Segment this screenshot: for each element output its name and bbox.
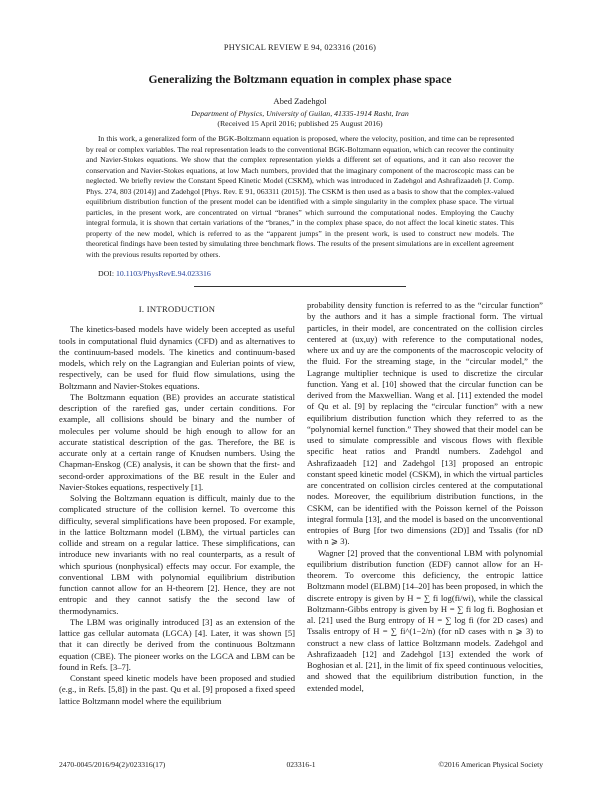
paper-title: Generalizing the Boltzmann equation in complex phase space [148, 73, 452, 86]
running-head: PHYSICAL REVIEW E 94, 023316 (2016) [223, 43, 377, 52]
author-name: Abed Zadehgol [273, 96, 327, 106]
paragraph: The Boltzmann equation (BE) provides an accurate statistical description of the rarefied gas, under certain conditions. For example, all collisions should be binary and the number of molecules per volume should be high enough to allow for an accurate statistical description of the gas. Therefore, the BE is accurate only at a certain range of Knudsen numbers. Using the Chapman-Enskog (CE) analysis, it can be shown that the first- and second-order approximations of the BE result in the Euler and Navier-Stokes equations, respectively [1]. [59, 391, 295, 492]
footer-issn: 2470-0045/2016/94(2)/023316(17) [59, 760, 166, 769]
copyright: ©2016 American Physical Society [438, 760, 543, 769]
paragraph: The kinetics-based models have widely been accepted as useful tools in computational fluid dynamics (CFD) and as alternatives to the continuum-based models. The kinetics and continuum-based models, which rely on the Lagrangian and Eulerian points of view, respectively, can be used for fluid flow simulations, using the Boltzmann and Navier-Stokes equations. [59, 324, 295, 391]
section-divider [194, 286, 406, 287]
abstract: In this work, a generalized form of the BGK-Boltzmann equation is proposed, where the velocity, position, and time can be represented by real or complex variables. The real representation leads to the conventional BGK-Boltzmann equation, which can recover the continuity and Navier-Stokes equations. We show that the complex representation yields a different set of equations, and it can also recover the conservation and Navier-Stokes equations, at low Mach numbers, provided that the imaginary component of the macroscopic mass can be neglected. We briefly review the Constant Speed Kinetic Model (CSKM), which was introduced in Zadehgol and Ashrafizaadeh [J. Comp. Phys. 274, 803 (2014)] and Zadehgol [Phys. Rev. E 91, 063311 (2015)]. The CSKM is then used as a basis to show that the complex-valued equilibrium distribution function of the present model can be identified with a simple singularity in the complex phase space. The virtual particles, in the present work, are concentrated on virtual “branes” which surround the computational nodes. Employing the Cauchy integral formula, it is shown that certain variations of the “branes,” in the complex phase space, do not affect the local kinetic states. This property of the new model, which is referred to as the “apparent jumps” in the present work, is used to construct new models. The theoretical findings have been tested by simulating three benchmark flows. The results of the present simulations are in excellent agreement with the previous results reported by others. [86, 134, 514, 259]
doi-link[interactable]: 10.1103/PhysRevE.94.023316 [115, 269, 211, 278]
received-dates: (Received 15 April 2016; published 25 August 2016) [217, 119, 383, 128]
paragraph: Constant speed kinetic models have been proposed and studied (e.g., in Refs. [5,8]) in the past. Qu et al. [9] proposed a fixed speed lattice Boltzmann model where the equilibrium [59, 673, 295, 706]
doi-line [98, 269, 211, 278]
paragraph: The LBM was originally introduced [3] as an extension of the lattice gas cellular automata (LGCA) [4]. Later, it was shown [5] that it can directly be derived from the continuous Boltzmann equation (CBE). The pioneer works on the LGCA and LBM can be found in Refs. [3–7]. [59, 616, 295, 672]
paragraph: Wagner [2] proved that the conventional LBM with polynomial equilibrium distribution function (EDF) cannot allow for an H-theorem. To overcome this deficiency, the entropic lattice Boltzmann model (ELBM) [14–20] has been proposed, in which the discrete entropy is given by H = ∑ fi log(fi/wi), while the classical Boltzmann-Gibbs entropy is given by H = ∑ fi log fi. Boghosian et al. [21] used the Burg entropy of H = ∑ log fi (for 2D cases) and Tssalis entropy of H = ∑ fi^(1−2/n) (for nD cases with n ⩾ 3) to construct a new class of lattice Boltzmann models. Zadehgol and Ashrafizaadeh [12] and Zadehgol [13] extended the work of Boghosian et al. [21], in the limit of fix speed continuous velocities, and showed that the equilibrium distribution function, in the extended model, [307, 547, 543, 693]
right-column [307, 300, 543, 694]
affiliation: Department of Physics, University of Guilan, 41335-1914 Rasht, Iran [191, 109, 409, 118]
paragraph: Solving the Boltzmann equation is difficult, mainly due to the complicated structure of the collision kernel. To overcome this difficulty, several simplifications have been proposed. For example, in the lattice Boltzmann model (LBM), the virtual particles can collide and stream on a regular lattice. These simplifications, can introduce new invariants with no real counterparts, as a result of which spurious (nonphysical) effects may occur. For example, the conventional LBM with polynomial equilibrium distribution function cannot allow for an H-theorem [2]. Hence, they are not entropic and they cannot satisfy the the second law of thermodynamics. [59, 493, 295, 616]
page-number: 023316-1 [286, 760, 316, 769]
doi-label: DOI: [98, 269, 115, 278]
section-heading: I. INTRODUCTION [138, 304, 216, 314]
paragraph: probability density function is referred to as the “circular function” by the authors and it has a simple fractional form. The virtual particles, in their model, are concentrated on the collision circles centered at (ux,uy) with reference to the computational nodes, where ux and uy are the components of the macroscopic velocity of the fluid. For the streaming stage, in the “circular model,” the Lagrange multiplier technique is used to discretize the circular function. Yang et al. [10] showed that the circular function can be derived from the Maxwellian. Wang et al. [11] extended the model of Qu et al. [9] by replacing the “circular function” with a new equilibrium distribution function which they referred to as the “polynomial kernel function.” They showed that their model can be used to simulate compressible and viscous flows with flexible specific heat ratios and Prandtl numbers. Zadehgol and Ashrafizaadeh [12] and Zadehgol [13] proposed an entropic constant speed kinetic model (CSKM), in which the virtual particles are concentrated on collision circles centered at the computational nodes. Moreover, the equilibrium distribution functions, in the CSKM, can be identified with the Poisson kernel of the Poisson integral formula [13], and the model is based on the unconventional entropies of Burg [for two dimensions (2D)] and Tssalis (for nD with n ⩾ 3). [307, 300, 543, 547]
left-column [59, 304, 295, 707]
